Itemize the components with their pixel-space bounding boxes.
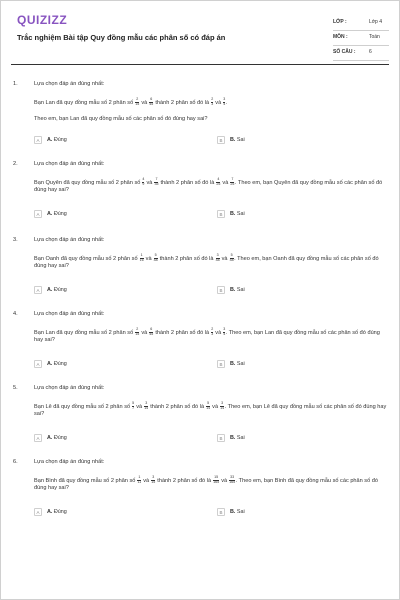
- answer-label: [230, 435, 245, 442]
- fraction-denominator: 15: [135, 331, 140, 336]
- fraction-numerator: 5: [207, 401, 210, 405]
- question-number: 4.: [13, 311, 18, 317]
- fraction-numerator: 15: [214, 475, 219, 479]
- fraction-numerator: 3: [221, 401, 224, 405]
- quizizz-logo: QUIZIZZ: [17, 13, 68, 27]
- fraction-denominator: 15: [151, 479, 156, 484]
- fraction: [135, 98, 139, 107]
- question-text: [34, 98, 389, 107]
- question-text: [34, 476, 389, 492]
- answer-prefix: A.: [47, 435, 53, 441]
- text-segment: . Theo em, bạn Oanh đã quy đồng mẫu số các phân số đó đúng hay sai?: [34, 255, 379, 269]
- meta-row-subject: [333, 31, 389, 46]
- text-segment: . Theo em, bạn Bình đã quy đồng mẫu số các phân số đó đúng hay sai?: [34, 477, 378, 491]
- fraction-denominator: 45: [149, 331, 154, 336]
- fraction-denominator: 11: [137, 479, 142, 484]
- fraction: [206, 402, 210, 411]
- fraction-numerator: 1: [140, 253, 143, 257]
- text-segment: và: [219, 477, 229, 484]
- answer-label: [47, 435, 67, 442]
- text-segment: Bạn Quyên đã quy đồng mẫu số 2 phân số: [34, 179, 142, 186]
- text-segment: và: [134, 403, 144, 410]
- fraction-numerator: 33: [230, 475, 235, 479]
- question-text: [34, 254, 389, 270]
- fraction-numerator: 3: [216, 253, 219, 257]
- fraction-numerator: 4: [142, 177, 145, 181]
- fraction-denominator: 7: [132, 405, 135, 410]
- text-segment: .: [225, 99, 228, 106]
- fraction-numerator: 6: [150, 97, 153, 101]
- answer-label: [47, 509, 67, 516]
- answer-text: Đúng: [52, 435, 67, 441]
- fraction-denominator: 16: [139, 257, 144, 262]
- fraction-denominator: 25: [216, 181, 221, 186]
- fraction-denominator: 14: [220, 405, 225, 410]
- question-number: 6.: [13, 459, 18, 465]
- answer-text: Sai: [235, 361, 245, 367]
- fraction-numerator: 4: [217, 177, 220, 181]
- fraction-denominator: 45: [149, 101, 154, 106]
- fraction-numerator: 3: [223, 97, 226, 101]
- question-number: 2.: [13, 161, 18, 167]
- fraction-numerator: 5: [154, 253, 157, 257]
- question-extra-text: Theo em, bạn Lan đã quy đồng mẫu số các phân số đó đúng hay sai?: [34, 116, 208, 122]
- question-number: 5.: [13, 385, 18, 391]
- question-number: 3.: [13, 237, 18, 243]
- fraction-denominator: 165: [213, 479, 220, 484]
- text-segment: Bạn Lan đã quy đồng mẫu số 2 phân số: [34, 329, 135, 336]
- answer-label: [230, 361, 245, 368]
- answer-checkbox[interactable]: B: [217, 210, 225, 218]
- question-instruction: Lựa chọn đáp án đúng nhất:: [34, 237, 105, 243]
- answer-label: [47, 361, 67, 368]
- text-segment: thành 2 phân số đó là: [158, 255, 216, 262]
- header-divider: [11, 64, 389, 65]
- meta-label: MÔN :: [333, 34, 348, 40]
- text-segment: . Theo em, bạn Quyên đã quy đồng mẫu số các phân số đó đúng hay sai?: [34, 179, 383, 193]
- fraction-denominator: 14: [206, 405, 211, 410]
- fraction: [230, 178, 234, 187]
- fraction-denominator: 3: [211, 101, 214, 106]
- meta-row-grade: [333, 16, 389, 31]
- fraction-denominator: 9: [142, 181, 145, 186]
- answer-label: [47, 287, 67, 294]
- fraction: [135, 328, 139, 337]
- answer-checkbox[interactable]: B: [217, 508, 225, 516]
- answer-prefix: A.: [47, 361, 53, 367]
- fraction-numerator: 5: [230, 253, 233, 257]
- question-text: [34, 328, 389, 344]
- fraction-numerator: 2: [136, 327, 139, 331]
- answer-prefix: A.: [47, 137, 53, 143]
- text-segment: Bạn Lê đã quy đồng mẫu số 2 phân số: [34, 403, 132, 410]
- text-segment: và: [139, 329, 149, 336]
- answer-checkbox[interactable]: A: [34, 210, 42, 218]
- text-segment: thành 2 phân số đó là: [153, 99, 211, 106]
- answer-checkbox[interactable]: B: [217, 286, 225, 294]
- fraction-denominator: 14: [144, 405, 149, 410]
- answer-text: Đúng: [52, 287, 67, 293]
- answer-prefix: B.: [230, 137, 236, 143]
- fraction: [230, 254, 234, 263]
- fraction: [151, 476, 155, 485]
- fraction-numerator: 1: [138, 475, 141, 479]
- text-segment: Bạn Oanh đã quy đồng mẫu số 2 phân số: [34, 255, 140, 262]
- fraction-numerator: 3: [152, 475, 155, 479]
- fraction-numerator: 5: [132, 401, 135, 405]
- answer-text: Sai: [235, 211, 245, 217]
- text-segment: . Theo em, bạn Lan đã quy đồng mẫu số các phân số đó đúng hay sai?: [34, 329, 380, 343]
- text-segment: và: [144, 179, 154, 186]
- worksheet-title: Trắc nghiệm Bài tập Quy đồng mẫu các phân số có đáp án: [17, 33, 226, 42]
- fraction-denominator: 3: [211, 331, 214, 336]
- answer-prefix: A.: [47, 287, 53, 293]
- answer-prefix: B.: [230, 509, 236, 515]
- answer-checkbox[interactable]: B: [217, 360, 225, 368]
- text-segment: và: [213, 329, 223, 336]
- fraction-numerator: 2: [211, 327, 214, 331]
- answer-label: [230, 287, 245, 294]
- answer-prefix: A.: [47, 211, 53, 217]
- question-text: [34, 178, 389, 194]
- answer-label: [47, 137, 67, 144]
- answer-text: Đúng: [52, 211, 67, 217]
- fraction: [216, 178, 220, 187]
- fraction: [137, 476, 141, 485]
- fraction: [216, 254, 220, 263]
- question-instruction: Lựa chọn đáp án đúng nhất:: [34, 161, 105, 167]
- answer-text: Sai: [235, 137, 245, 143]
- text-segment: thành 2 phân số đó là: [148, 403, 206, 410]
- answer-prefix: B.: [230, 211, 236, 217]
- fraction-denominator: 4: [223, 101, 226, 106]
- fraction: [213, 476, 219, 485]
- answer-checkbox[interactable]: A: [34, 434, 42, 442]
- fraction-denominator: 165: [229, 479, 236, 484]
- fraction-denominator: 15: [135, 101, 140, 106]
- meta-value: Toán: [369, 34, 380, 40]
- answer-text: Sai: [235, 435, 245, 441]
- text-segment: thành 2 phân số đó là: [155, 477, 213, 484]
- question-instruction: Lựa chọn đáp án đúng nhất:: [34, 385, 105, 391]
- fraction-numerator: 7: [231, 177, 234, 181]
- text-segment: thành 2 phân số đó là: [158, 179, 216, 186]
- meta-label: LỚP :: [333, 19, 347, 25]
- fraction: [149, 328, 153, 337]
- fraction-denominator: 25: [230, 181, 235, 186]
- answer-text: Sai: [235, 287, 245, 293]
- fraction: [149, 98, 153, 107]
- text-segment: và: [141, 477, 151, 484]
- answer-label: [230, 509, 245, 516]
- answer-text: Đúng: [52, 137, 67, 143]
- meta-table: [333, 16, 389, 61]
- answer-prefix: B.: [230, 361, 236, 367]
- answer-checkbox[interactable]: B: [217, 136, 225, 144]
- text-segment: và: [144, 255, 154, 262]
- fraction: [154, 178, 158, 187]
- question-instruction: Lựa chọn đáp án đúng nhất:: [34, 459, 105, 465]
- answer-text: Đúng: [52, 509, 67, 515]
- answer-checkbox[interactable]: A: [34, 508, 42, 516]
- question-instruction: Lựa chọn đáp án đúng nhất:: [34, 81, 105, 87]
- text-segment: Bạn Bình đã quy đồng mẫu số 2 phân số: [34, 477, 137, 484]
- answer-checkbox[interactable]: A: [34, 360, 42, 368]
- fraction-denominator: 4: [223, 331, 226, 336]
- fraction-numerator: 6: [150, 327, 153, 331]
- meta-row-count: [333, 46, 389, 61]
- question-instruction: Lựa chọn đáp án đúng nhất:: [34, 311, 105, 317]
- question-number: 1.: [13, 81, 18, 87]
- answer-prefix: A.: [47, 509, 53, 515]
- fraction-numerator: 2: [211, 97, 214, 101]
- text-segment: và: [220, 255, 230, 262]
- fraction-denominator: 48: [229, 257, 234, 262]
- fraction-numerator: 7: [155, 177, 158, 181]
- meta-value: 6: [369, 49, 372, 55]
- fraction-numerator: 3: [223, 327, 226, 331]
- answer-prefix: B.: [230, 435, 236, 441]
- answer-label: [47, 211, 67, 218]
- text-segment: Bạn Lan đã quy đồng mẫu số 2 phân số: [34, 99, 135, 106]
- fraction-denominator: 48: [153, 257, 158, 262]
- fraction: [220, 402, 224, 411]
- fraction-numerator: 3: [145, 401, 148, 405]
- answer-label: [230, 137, 245, 144]
- fraction-denominator: 35: [154, 181, 159, 186]
- answer-text: Đúng: [52, 361, 67, 367]
- answer-label: [230, 211, 245, 218]
- text-segment: và: [139, 99, 149, 106]
- answer-prefix: B.: [230, 287, 236, 293]
- text-segment: và: [220, 179, 230, 186]
- text-segment: thành 2 phân số đó là: [153, 329, 211, 336]
- text-segment: và: [210, 403, 220, 410]
- fraction: [144, 402, 148, 411]
- text-segment: . Theo em, bạn Lê đã quy đồng mẫu số các phân số đó đúng hay sai?: [34, 403, 387, 417]
- answer-checkbox[interactable]: A: [34, 136, 42, 144]
- fraction-denominator: 48: [215, 257, 220, 262]
- fraction: [229, 476, 235, 485]
- question-text: [34, 402, 389, 418]
- text-segment: và: [213, 99, 223, 106]
- answer-checkbox[interactable]: A: [34, 286, 42, 294]
- fraction-numerator: 2: [136, 97, 139, 101]
- answer-checkbox[interactable]: B: [217, 434, 225, 442]
- meta-label: SỐ CÂU :: [333, 49, 356, 55]
- answer-text: Sai: [235, 509, 245, 515]
- meta-value: Lớp 4: [369, 19, 383, 25]
